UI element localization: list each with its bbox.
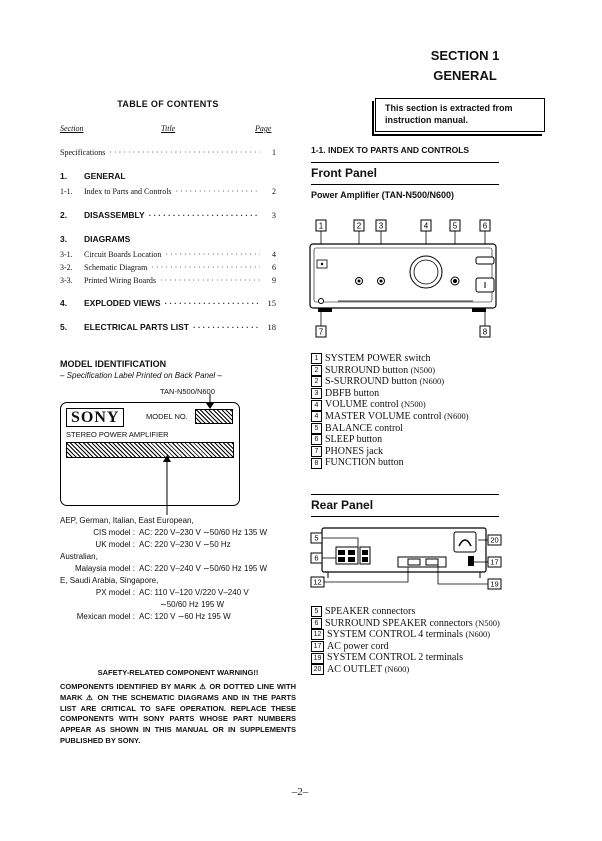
voltage-region: AEP, German, Italian, East European, <box>60 516 194 525</box>
section-subtitle: GENERAL <box>433 68 497 83</box>
rating-arrow <box>160 455 174 515</box>
sony-logo: SONY <box>66 408 124 427</box>
toc-row-text: DIAGRAMS <box>84 234 131 244</box>
toc-row-text: Index to Parts and Controls <box>84 187 172 196</box>
toc-col-title: Title <box>161 124 176 133</box>
front-panel-title: Front Panel <box>311 166 378 180</box>
rear-panel-diagram <box>308 522 502 594</box>
safety-body: COMPONENTS IDENTIFIED BY MARK ⚠ OR DOTTED LINE WITH MARK ⚠ ON THE SCHEMATIC DIAGRAMS AND IN THE PARTS LIST ARE CRITICAL TO SAFE OPERATION. REPLACE THESE COMPONENTS WITH SONY PARTS WHOSE PART NUMBERS APPEAR AS SHOWN IN THIS MANUAL OR IN SUPPLEMENTS PUBLISHED BY SONY. <box>60 682 296 745</box>
toc-row-num: 3-3. <box>60 276 73 285</box>
voltage-australia: Australian, <box>60 552 98 561</box>
toc-row-num: 4. <box>60 298 68 308</box>
front-item: 4 VOLUME control (N500) <box>311 399 469 411</box>
toc-row-page: 4 <box>272 250 276 259</box>
front-callout: 2 <box>356 221 362 231</box>
front-callout: 8 <box>482 327 488 337</box>
rear-callout: 20 <box>490 535 499 545</box>
front-item: 1 SYSTEM POWER switch <box>311 353 469 365</box>
toc-row[interactable] <box>60 148 276 157</box>
toc-row-text: DISASSEMBLY <box>84 210 145 220</box>
front-item: 2 SURROUND button (N500) <box>311 365 469 377</box>
model-id-title: MODEL IDENTIFICATION <box>60 359 167 369</box>
toc-row[interactable] <box>60 276 276 285</box>
toc-row[interactable] <box>60 263 276 272</box>
rear-item: 6 SURROUND SPEAKER connectors (N500) <box>311 618 500 630</box>
index-title: 1-1. INDEX TO PARTS AND CONTROLS <box>311 145 470 155</box>
voltage-mexican-label: Mexican model : <box>76 612 135 621</box>
voltage-saudi: E, Saudi Arabia, Singapore, <box>60 576 159 585</box>
front-item: 4 MASTER VOLUME control (N600) <box>311 411 469 423</box>
toc-row[interactable] <box>60 298 276 308</box>
extract-note: This section is extracted from instruction manual. <box>385 103 513 125</box>
front-item: 6 SLEEP button <box>311 434 469 446</box>
toc-row-num: 3-2. <box>60 263 73 272</box>
page-number: –2– <box>291 786 309 798</box>
model-no-label: MODEL NO. <box>146 412 188 421</box>
toc-row-page: 15 <box>267 298 276 308</box>
toc-row-num: 3. <box>60 234 68 244</box>
section-title: SECTION 1 <box>430 48 500 63</box>
toc-row-num: 5. <box>60 322 68 332</box>
model-no-field <box>195 409 233 424</box>
voltage-cis-label: CIS model : <box>93 528 135 537</box>
toc-title: TABLE OF CONTENTS <box>117 99 219 109</box>
toc-row[interactable] <box>60 234 276 244</box>
toc-row-num: 3-1. <box>60 250 73 259</box>
toc-row-page: 6 <box>272 263 276 272</box>
toc-row-num: 2. <box>60 210 68 220</box>
rear-item: 20 AC OUTLET (N600) <box>311 664 500 676</box>
toc-row[interactable] <box>60 250 276 259</box>
rear-callout: 6 <box>314 553 319 563</box>
front-callout: 3 <box>378 221 384 231</box>
rear-panel-list <box>311 606 500 676</box>
front-callout: 5 <box>452 221 458 231</box>
front-item: 5 BALANCE control <box>311 423 469 435</box>
front-panel-subtitle: Power Amplifier (TAN-N500/N600) <box>311 190 455 200</box>
toc-row-num: 1. <box>60 171 68 181</box>
toc-row-text: Circuit Boards Location <box>84 250 162 259</box>
toc-row-text: EXPLODED VIEWS <box>84 298 161 308</box>
voltage-px-value2: ∼50/60 Hz 195 W <box>160 600 225 609</box>
toc-row-page: 9 <box>272 276 276 285</box>
toc-col-section: Section <box>60 124 84 133</box>
front-item: 2 S-SURROUND button (N600) <box>311 376 469 388</box>
front-callout: 1 <box>318 221 324 231</box>
toc-col-page: Page <box>255 124 272 133</box>
model-id-subtitle: – Specification Label Printed on Back Panel – <box>60 371 222 380</box>
front-callout: 6 <box>482 221 488 231</box>
toc-row-text: Printed Wiring Boards <box>84 276 156 285</box>
rear-callout: 12 <box>313 577 322 587</box>
toc-row-num: 1-1. <box>60 187 73 196</box>
toc-row-text: GENERAL <box>84 171 126 181</box>
voltage-mexican-value: AC: 120 V ∼60 Hz 195 W <box>139 612 231 621</box>
voltage-uk-value: AC: 220 V–230 V ∼50 Hz <box>139 540 231 549</box>
voltage-px-label: PX model : <box>95 588 135 597</box>
rear-callout: 17 <box>490 557 499 567</box>
toc-row[interactable] <box>60 322 276 332</box>
rear-item: 5 SPEAKER connectors <box>311 606 500 618</box>
toc-row-text: ELECTRICAL PARTS LIST <box>84 322 189 332</box>
front-panel-list <box>311 353 469 469</box>
rear-item: 19 SYSTEM CONTROL 2 terminals <box>311 652 500 664</box>
voltage-malaysia-label: Malaysia model : <box>74 564 135 573</box>
voltage-px-value: AC: 110 V–120 V/220 V–240 V <box>139 588 249 597</box>
toc-row-page: 2 <box>272 187 276 196</box>
rear-callout: 19 <box>490 579 499 589</box>
voltage-uk-label: UK model : <box>95 540 135 549</box>
toc-row-page: 1 <box>272 148 276 157</box>
model-tag: TAN-N500/N600 <box>160 387 215 396</box>
toc-row[interactable] <box>60 210 276 220</box>
rear-callout: 5 <box>314 533 319 543</box>
product-label: STEREO POWER AMPLIFIER <box>66 430 169 439</box>
front-callout: 7 <box>318 327 324 337</box>
rear-item: 17 AC power cord <box>311 641 500 653</box>
voltage-malaysia-value: AC: 220 V–240 V ∼50/60 Hz 195 W <box>139 564 268 573</box>
toc-row[interactable] <box>60 171 276 181</box>
front-item: 8 FUNCTION button <box>311 457 469 469</box>
toc-row-text: Specifications <box>60 148 106 157</box>
front-callout: 4 <box>423 221 429 231</box>
voltage-cis-value: AC: 220 V–230 V ∼50/60 Hz 135 W <box>139 528 268 537</box>
toc-row[interactable] <box>60 187 276 196</box>
front-item: 3 DBFB button <box>311 388 469 400</box>
toc-row-page: 18 <box>267 322 276 332</box>
safety-title: SAFETY-RELATED COMPONENT WARNING!! <box>97 668 259 677</box>
toc-row-page: 3 <box>271 210 276 220</box>
front-item: 7 PHONES jack <box>311 446 469 458</box>
rating-field <box>66 442 234 458</box>
rear-item: 12 SYSTEM CONTROL 4 terminals (N600) <box>311 629 500 641</box>
toc-row-text: Schematic Diagram <box>84 263 148 272</box>
front-panel-diagram <box>308 212 500 342</box>
rear-panel-title: Rear Panel <box>311 498 374 512</box>
